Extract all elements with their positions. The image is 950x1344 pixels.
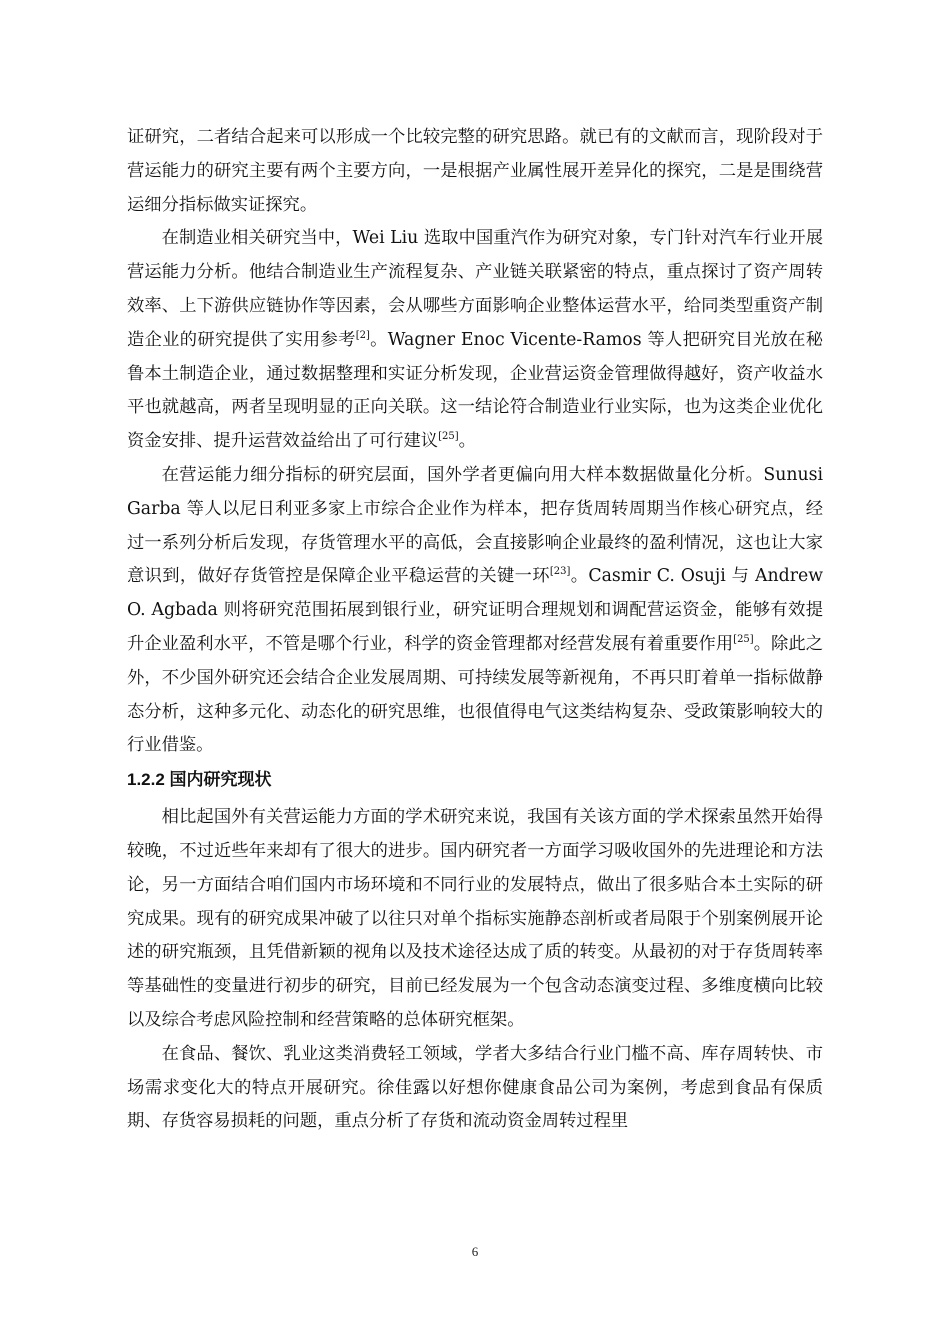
paragraph-2 [127, 222, 823, 459]
citation-ref: [25] [733, 634, 754, 646]
section-heading: 1.2.2 国内研究现状 [127, 770, 272, 790]
page-number: 6 [471, 1244, 479, 1259]
paragraph-3-text-c: 。除此之外，不少国外研究还会结合企业发展周期、可持续发展等新视角，不再只盯着单一指标做静态分析，这种多元化、动态化的研究思维，也很值得电气这类结构复杂、受政策影响较大的行业借鉴。 [127, 633, 823, 756]
paragraph-2-text-a: 在制造业相关研究当中，Wei Liu 选取中国重汽作为研究对象，专门针对汽车行业开展营运能力分析。他结合制造业生产流程复杂、产业链关联紧密的特点，重点探讨了资产周转效率、上下游供应链协作等因素，会从哪些方面影响企业整体运营水平，给同类型重资产制造企业的研究提供了实用参考 [127, 228, 823, 350]
citation-ref: [23] [549, 566, 571, 578]
paragraph-1: 证研究，二者结合起来可以形成一个比较完整的研究思路。就已有的文献而言，现阶段对于营运能力的研究主要有两个主要方向，一是根据产业属性展开差异化的探究，二是是围绕营运细分指标做实证探究。 [127, 127, 823, 215]
paragraph-2-text-b: 。Wagner Enoc Vicente-Ramos 等人把研究目光放在秘鲁本土制造企业，通过数据整理和实证分析发现，企业营运资金管理做得越好，资产收益水平也就越高，两者呈现明显的正向关联。这一结论符合制造业行业实际，也为这类企业优化资金安排、提升运营效益给出了可行建议 [127, 329, 823, 452]
paragraph-4: 相比起国外有关营运能力方面的学术研究来说，我国有关该方面的学术探索虽然开始得较晚，不过近些年来却有了很大的进步。国内研究者一方面学习吸收国外的先进理论和方法论，另一方面结合咱们国内市场环境和不同行业的发展特点，做出了很多贴合本土实际的研究成果。现有的研究成果冲破了以往只对单个指标实施静态剖析或者局限于个别案例展开论述的研究瓶颈，且凭借新颖的视角以及技术途径达成了质的转变。从最初的对于存货周转率等基础性的变量进行初步的研究，目前已经发展为一个包含动态演变过程、多维度横向比较以及综合考虑风险控制和经营策略的总体研究框架。 [127, 807, 823, 1030]
citation-ref: [25] [438, 431, 459, 443]
paragraph-2-text-c: 。 [458, 431, 476, 452]
citation-ref: [2] [355, 330, 370, 342]
paragraph-3 [127, 459, 823, 763]
paragraph-5: 在食品、餐饮、乳业这类消费轻工领域，学者大多结合行业门槛不高、库存周转快、市场需求变化大的特点开展研究。徐佳露以好想你健康食品公司为案例，考虑到食品有保质期、存货容易损耗的问题，重点分析了存货和流动资金周转过程里 [127, 1043, 823, 1132]
document-body [127, 121, 823, 1139]
paragraph-3-text-a: 在营运能力细分指标的研究层面，国外学者更偏向用大样本数据做量化分析。Sunusi Garba 等人以尼日利亚多家上市综合企业作为样本，把存货周转周期当作核心研究点，经过一系列分析后发现，存货管理水平的高低，会直接影响企业最终的盈利情况，这也让大家意识到，做好存货管控是保障企业平稳运营的关键一环 [127, 464, 823, 587]
paragraph-3-text-b: 。Casmir C. Osuji 与 Andrew O. Agbada 则将研究范围拓展到银行业，研究证明合理规划和调配营运资金，能够有效提升企业盈利水平，不管是哪个行业，科学的资金管理都对经营发展有着重要作用 [127, 566, 823, 654]
